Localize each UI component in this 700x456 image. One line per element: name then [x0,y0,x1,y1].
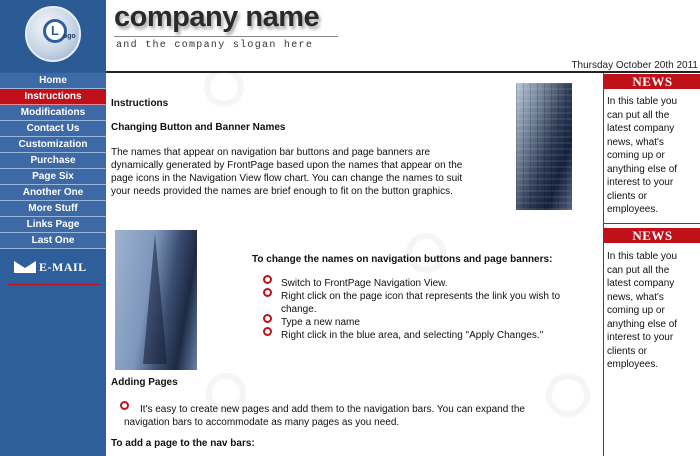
watermark-swirl [546,373,590,417]
watermark-swirl [204,73,244,107]
news-banner: NEWS [604,74,700,89]
company-slogan: and the company slogan here [116,40,314,51]
news-line: anything else of [607,318,678,330]
nav-item-page-six[interactable]: Page Six [0,169,106,185]
paragraph-line: The names that appear on navigation bar buttons and page banners are [111,147,431,158]
main-content [106,73,603,456]
news-line: can put all the [607,264,670,276]
nav-item-customization[interactable]: Customization [0,137,106,153]
list-item: Right click on the page icon that represents the link you wish to [281,291,561,302]
news-line: In this table you [607,96,678,107]
logo-area [0,0,106,72]
news-line: news, what's [607,136,664,148]
paragraph-line: page icons in the Navigation View flow chart. You can change the names to suit [111,173,463,184]
paragraph-line: navigation bars to accommodate as many pages as you need. [124,417,400,428]
nav-item-modifications[interactable]: Modifications [0,105,106,121]
paragraph-line: your needs provided the names are brief enough to fit on the button graphics. [111,186,453,197]
news-line: news, what's [607,291,664,303]
paragraph-line: It's easy to create new pages and add them to the navigation bars. You can expand the [140,404,525,415]
news-line: interest to your [607,332,674,343]
nav-item-purchase[interactable]: Purchase [0,153,106,169]
news-line: clients or [607,190,648,202]
date-display: Thursday October 20th 2011 [571,60,698,71]
news-line: employees. [607,204,659,215]
watermark-swirl [406,233,446,273]
sidebar-divider [8,284,100,285]
news-line: coming up or [607,305,665,316]
nav-item-contact-us[interactable]: Contact Us [0,121,106,137]
news-line: anything else of [607,163,678,175]
skyscraper-photo [115,230,197,370]
nav-bar [0,73,106,249]
bullet-icon [263,288,272,297]
news-line: coming up or [607,150,665,161]
news-line: In this table you [607,251,678,262]
news-line: latest company [607,278,675,289]
nav-item-last-one[interactable]: Last One [0,233,106,249]
list-item: Type a new name [281,317,360,328]
news-line: latest company [607,123,675,134]
page-title: Instructions [111,98,169,109]
news-line: clients or [607,345,648,357]
nav-item-links-page[interactable]: Links Page [0,217,106,233]
logo-small-text: ogo [63,33,76,40]
list-item: Switch to FrontPage Navigation View. [281,278,448,289]
sidebar [0,0,106,456]
section-heading: Adding Pages [111,377,178,388]
email-link[interactable] [14,259,94,275]
section-heading: To add a page to the nav bars: [111,438,255,449]
news-line: can put all the [607,109,670,121]
nav-item-home[interactable]: Home [0,73,106,89]
nav-item-more-stuff[interactable]: More Stuff [0,201,106,217]
building-photo [516,83,572,210]
title-rule [114,36,338,37]
bullet-icon [263,275,272,284]
bullet-icon [263,327,272,336]
list-item-continued: change. [281,304,317,315]
nav-item-instructions[interactable]: Instructions [0,89,106,105]
news-banner: NEWS [604,228,700,243]
company-name: company name [114,1,320,33]
bullet-icon [120,401,129,410]
company-logo[interactable] [25,6,81,62]
paragraph-line: dynamically generated by FrontPage based upon the names that appear on the [111,160,463,171]
list-item: Right click in the blue area, and selecting "Apply Changes." [281,330,544,341]
news-text [607,95,699,217]
nav-item-another-one[interactable]: Another One [0,185,106,201]
section-heading: Changing Button and Banner Names [111,122,286,133]
envelope-icon [14,261,36,273]
news-column [603,73,700,456]
news-divider [604,223,700,224]
steps-heading: To change the names on navigation buttons and page banners: [252,254,553,265]
logo-letter: L [43,19,67,43]
news-line: employees. [607,359,659,370]
news-text [607,250,699,372]
news-line: interest to your [607,177,674,188]
bullet-icon [263,314,272,323]
email-label: E-MAIL [39,260,87,274]
